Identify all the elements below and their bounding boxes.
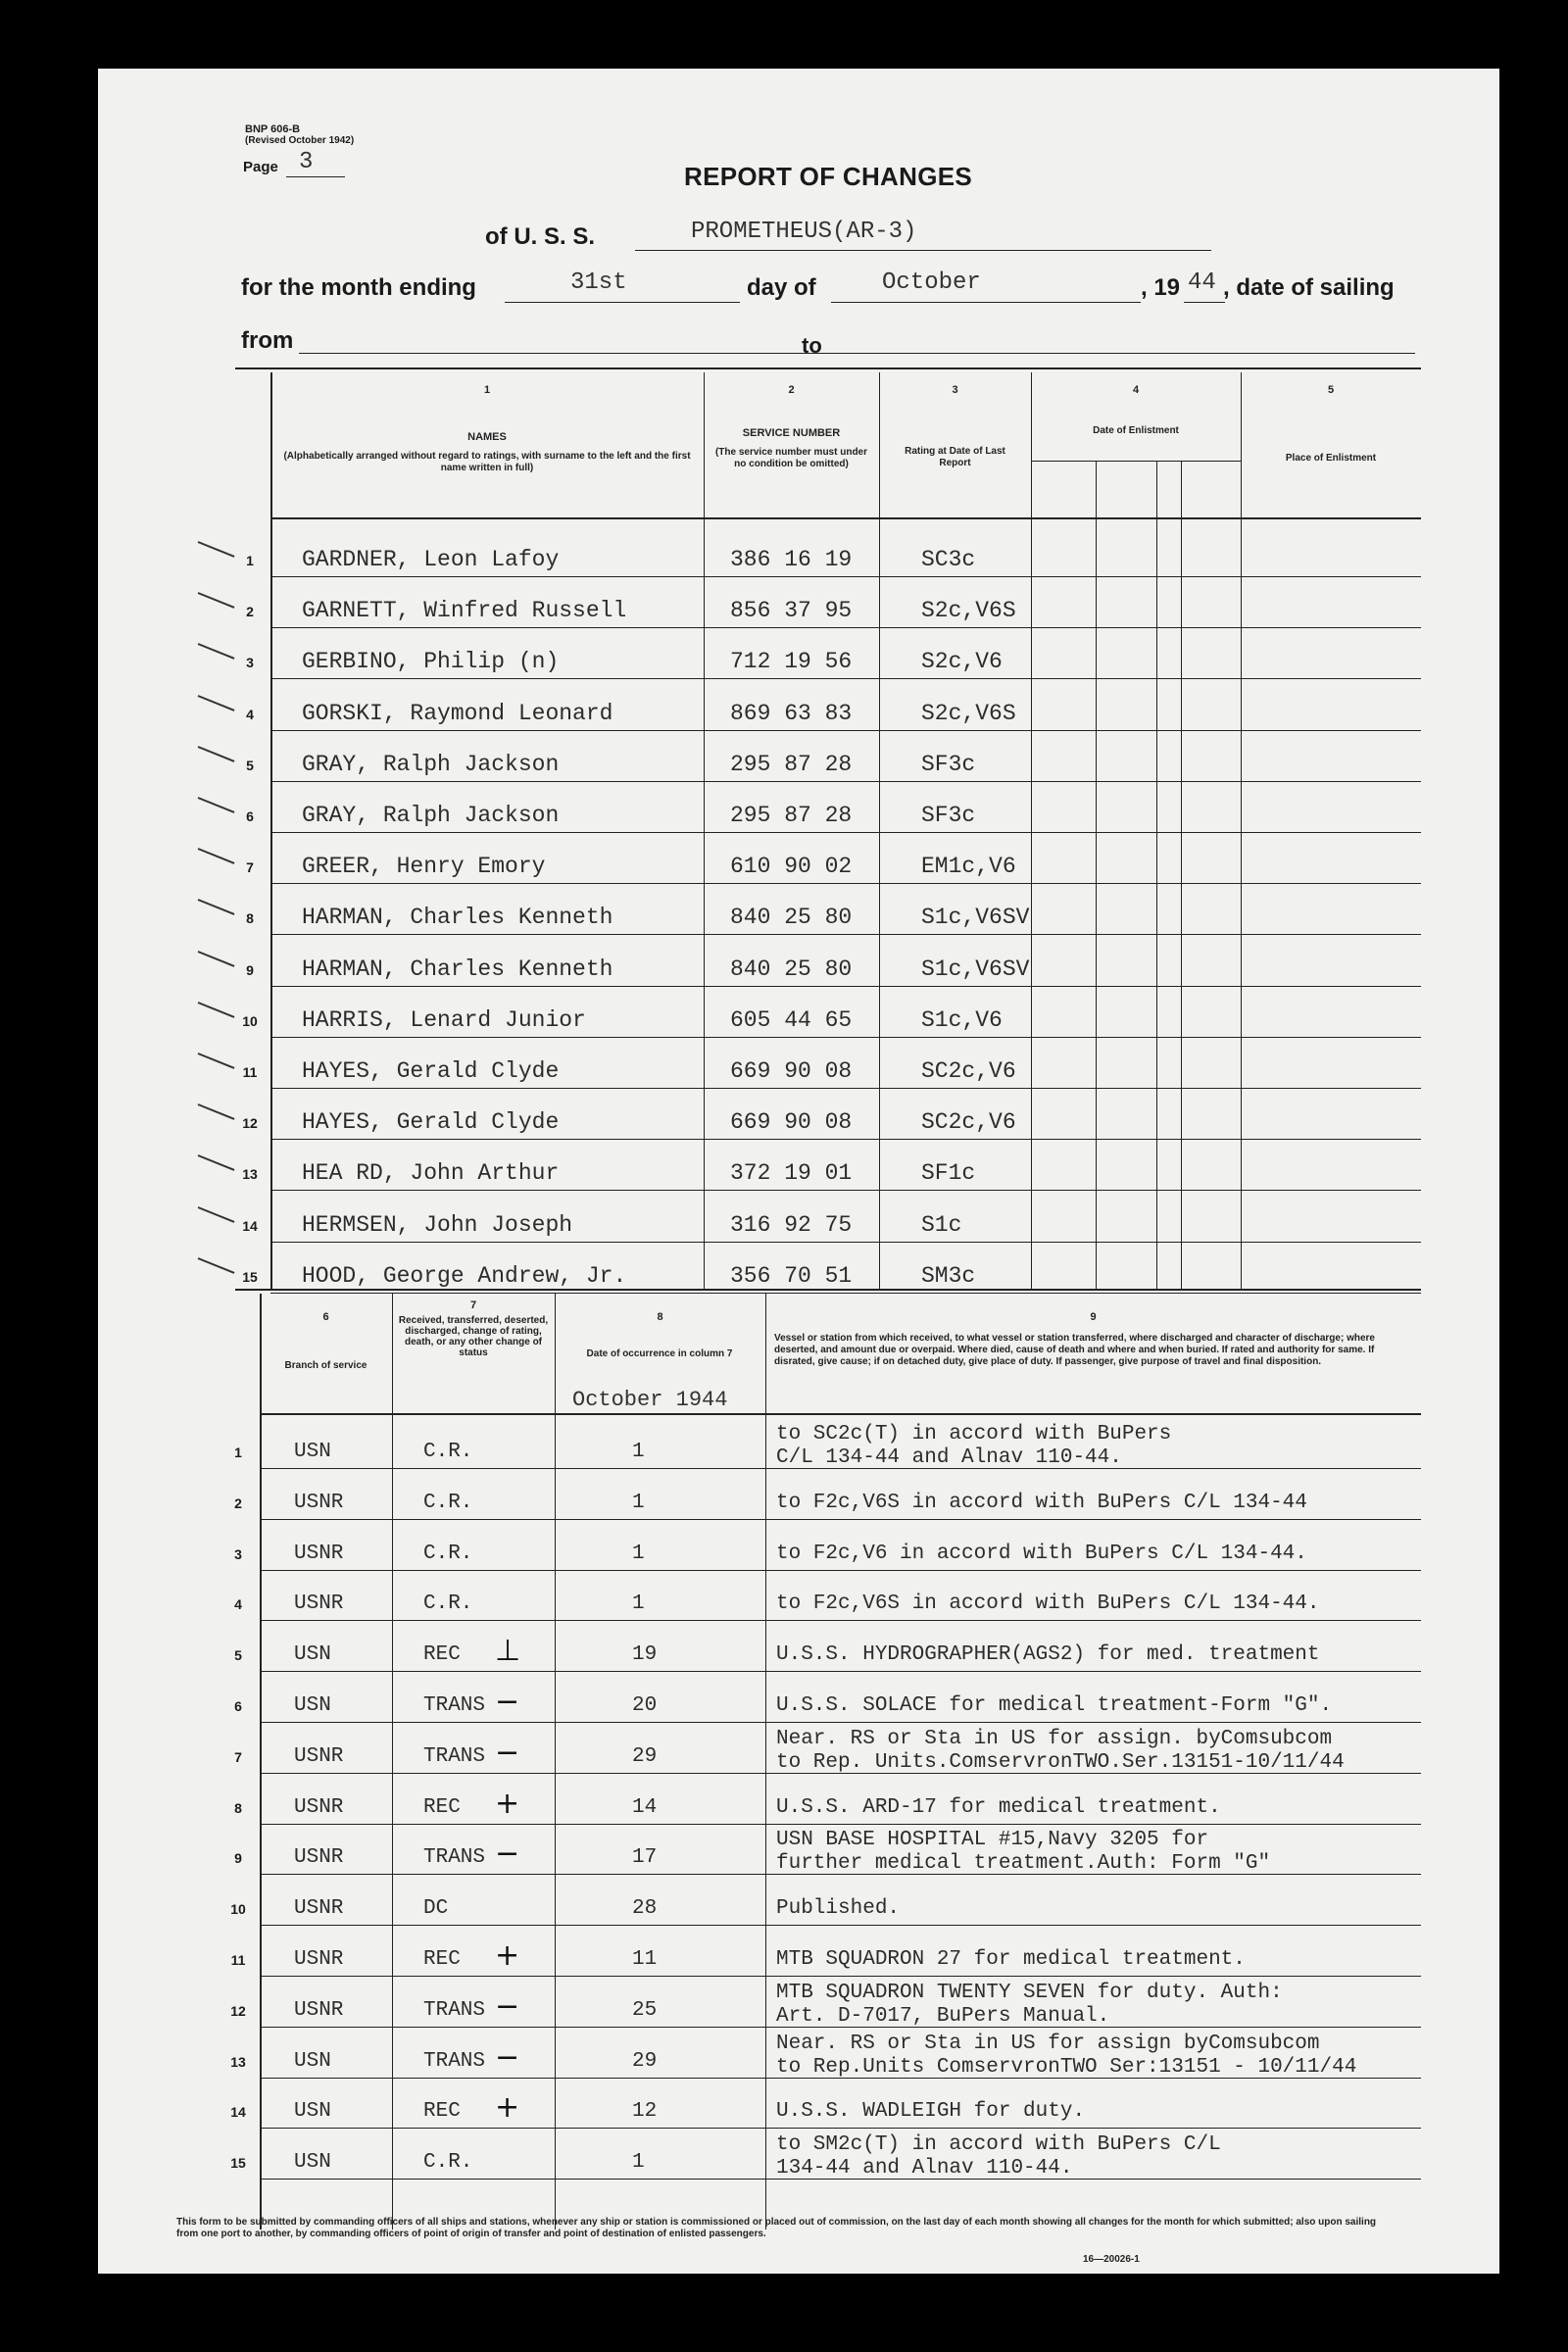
col9-num: 9 bbox=[1090, 1311, 1097, 1323]
check-mark bbox=[198, 1206, 235, 1223]
row-rule bbox=[260, 1722, 1421, 1723]
remarks-line-2: to Rep.Units ComservronTWO Ser:13151 - 10/11/44 bbox=[776, 2056, 1357, 2079]
row-number: 15 bbox=[242, 1269, 258, 1285]
col5-num: 5 bbox=[1327, 384, 1335, 396]
remarks-line-1: U.S.S. SOLACE for medical treatment-Form "G". bbox=[776, 1694, 1333, 1717]
row-number: 12 bbox=[242, 1115, 258, 1131]
rating: SC2c,V6 bbox=[921, 1058, 1016, 1084]
rating: S2c,V6 bbox=[921, 649, 1003, 674]
rating: SM3c bbox=[921, 1263, 976, 1289]
sailor-name: GRAY, Ralph Jackson bbox=[302, 803, 560, 828]
col2-num: 2 bbox=[788, 384, 795, 396]
remarks-line-1: to F2c,V6S in accord with BuPers C/L 134-44. bbox=[776, 1592, 1320, 1615]
handwritten-mark: − bbox=[495, 1989, 520, 2024]
rating: S1c,V6SV bbox=[921, 956, 1030, 982]
from-label: from bbox=[241, 327, 294, 354]
row-rule bbox=[260, 2027, 1421, 2028]
row-number: 15 bbox=[230, 2155, 246, 2171]
row-rule bbox=[260, 1773, 1421, 1774]
month-value: October bbox=[882, 270, 981, 296]
row-number: 1 bbox=[234, 1445, 242, 1460]
remarks-line-1: U.S.S. HYDROGRAPHER(AGS2) for med. treatment bbox=[776, 1643, 1320, 1666]
date-of-occurrence: 1 bbox=[632, 1592, 645, 1615]
remarks-line-1: U.S.S. ARD-17 for medical treatment. bbox=[776, 1796, 1221, 1819]
change-of-status: DC bbox=[423, 1897, 449, 1920]
sailing-label: , date of sailing bbox=[1223, 274, 1395, 301]
row-number: 2 bbox=[246, 604, 254, 619]
day-value: 31st bbox=[570, 270, 627, 296]
row-number: 10 bbox=[230, 1901, 246, 1917]
col4-title: Date of Enlistment bbox=[1093, 425, 1179, 436]
branch-of-service: USN bbox=[294, 1643, 331, 1666]
branch-of-service: USN bbox=[294, 2050, 331, 2073]
page-number: 3 bbox=[299, 149, 314, 175]
sailor-name: GREER, Henry Emory bbox=[302, 854, 546, 879]
change-of-status: TRANS bbox=[423, 1745, 486, 1768]
service-number: 669 90 08 bbox=[730, 1058, 853, 1084]
remarks-line-1: U.S.S. WADLEIGH for duty. bbox=[776, 2100, 1086, 2123]
service-number: 605 44 65 bbox=[730, 1007, 853, 1033]
col1-title: NAMES bbox=[467, 431, 507, 443]
check-mark bbox=[198, 1257, 235, 1274]
branch-of-service: USNR bbox=[294, 1492, 344, 1514]
branch-of-service: USNR bbox=[294, 1846, 344, 1869]
service-number: 386 16 19 bbox=[730, 547, 853, 572]
date-of-occurrence: 1 bbox=[632, 1492, 645, 1514]
col2-sub: (The service number must under no condition be omitted) bbox=[714, 447, 868, 469]
handwritten-mark: − bbox=[495, 1685, 520, 1719]
remarks-line-2: Art. D-7017, BuPers Manual. bbox=[776, 2005, 1110, 2028]
col3-title: Rating at Date of Last Report bbox=[905, 446, 1005, 468]
service-number: 356 70 51 bbox=[730, 1263, 853, 1289]
remarks-line-1: to SM2c(T) in accord with BuPers C/L bbox=[776, 2133, 1221, 2156]
sailor-name: HARRIS, Lenard Junior bbox=[302, 1007, 586, 1033]
row-rule bbox=[260, 1620, 1421, 1621]
row-number: 13 bbox=[230, 2054, 246, 2070]
row-number: 7 bbox=[246, 859, 254, 875]
page-label: Page bbox=[243, 159, 278, 175]
col6-num: 6 bbox=[322, 1311, 329, 1323]
service-number: 372 19 01 bbox=[730, 1160, 853, 1186]
form-code: BNP 606-B bbox=[245, 123, 301, 135]
form-revised: (Revised October 1942) bbox=[245, 135, 355, 146]
remarks-line-1: to SC2c(T) in accord with BuPers bbox=[776, 1423, 1172, 1446]
date-of-occurrence: 1 bbox=[632, 1441, 645, 1463]
change-of-status: C.R. bbox=[423, 1592, 473, 1615]
check-mark bbox=[198, 899, 235, 915]
col5-title: Place of Enlistment bbox=[1285, 453, 1377, 464]
sailor-name: HEA RD, John Arthur bbox=[302, 1160, 560, 1186]
row-rule bbox=[270, 1088, 1421, 1089]
row-rule bbox=[260, 1925, 1421, 1926]
sailor-name: GERBINO, Philip (n) bbox=[302, 649, 560, 674]
branch-of-service: USN bbox=[294, 2151, 331, 2174]
rating: SC3c bbox=[921, 547, 976, 572]
ship-name: PROMETHEUS(AR-3) bbox=[691, 219, 917, 245]
remarks-line-1: Near. RS or Sta in US for assign. byComsubcom bbox=[776, 1728, 1333, 1750]
date-of-occurrence: 1 bbox=[632, 2151, 645, 2174]
row-number: 6 bbox=[246, 808, 254, 824]
branch-of-service: USNR bbox=[294, 1745, 344, 1768]
row-rule bbox=[270, 1037, 1421, 1038]
date-of-occurrence: 25 bbox=[632, 1999, 658, 2022]
sailor-name: HAYES, Gerald Clyde bbox=[302, 1109, 560, 1135]
branch-of-service: USN bbox=[294, 2100, 331, 2123]
row-rule bbox=[270, 986, 1421, 987]
check-mark bbox=[198, 951, 235, 967]
date-of-occurrence: 1 bbox=[632, 1543, 645, 1565]
check-mark bbox=[198, 1103, 235, 1120]
rating: SC2c,V6 bbox=[921, 1109, 1016, 1135]
branch-of-service: USNR bbox=[294, 1948, 344, 1971]
sailor-name: HARMAN, Charles Kenneth bbox=[302, 956, 613, 982]
branch-of-service: USN bbox=[294, 1441, 331, 1463]
service-number: 295 87 28 bbox=[730, 803, 853, 828]
row-rule bbox=[270, 730, 1421, 731]
check-mark bbox=[198, 541, 235, 558]
report-form bbox=[98, 69, 1499, 2274]
row-number: 8 bbox=[246, 910, 254, 926]
row-rule bbox=[260, 1570, 1421, 1571]
row-rule bbox=[270, 1139, 1421, 1140]
row-rule bbox=[270, 678, 1421, 679]
row-number: 5 bbox=[234, 1647, 242, 1663]
branch-of-service: USNR bbox=[294, 1999, 344, 2022]
handwritten-mark: + bbox=[495, 1938, 520, 1973]
rating: S2c,V6S bbox=[921, 598, 1016, 623]
row-number: 11 bbox=[242, 1064, 258, 1080]
year-value: 44 bbox=[1188, 270, 1216, 296]
remarks-line-2: to Rep. Units.ComservronTWO.Ser.13151-10/11/44 bbox=[776, 1751, 1345, 1774]
footer-note: This form to be submitted by commanding officers of all ships and stations, whenever any ship or station is commissioned or placed out of commission, on the last day of each month showing all changes for the month for which submitted; also upon sailing from one port to another, by commanding officers of point of origin of transfer and point of destination of enlisted passengers. bbox=[176, 2217, 1377, 2239]
service-number: 316 92 75 bbox=[730, 1212, 853, 1238]
row-rule bbox=[260, 1824, 1421, 1825]
row-number: 6 bbox=[234, 1698, 242, 1714]
row-number: 1 bbox=[246, 553, 254, 568]
remarks-line-2: C/L 134-44 and Alnav 110-44. bbox=[776, 1446, 1122, 1469]
row-number: 8 bbox=[234, 1800, 242, 1816]
row-rule bbox=[270, 934, 1421, 935]
row-number: 13 bbox=[242, 1166, 258, 1182]
change-of-status: TRANS bbox=[423, 1846, 486, 1869]
date-of-occurrence: 19 bbox=[632, 1643, 658, 1666]
handwritten-mark: − bbox=[495, 1736, 520, 1770]
date-of-occurrence: 14 bbox=[632, 1796, 658, 1819]
change-of-status: C.R. bbox=[423, 2151, 473, 2174]
remarks-line-1: Near. RS or Sta in US for assign byComsubcom bbox=[776, 2033, 1320, 2055]
row-rule bbox=[270, 781, 1421, 782]
service-number: 840 25 80 bbox=[730, 905, 853, 930]
sailor-name: GORSKI, Raymond Leonard bbox=[302, 701, 613, 726]
row-number: 14 bbox=[230, 2104, 246, 2120]
check-mark bbox=[198, 797, 235, 813]
branch-of-service: USN bbox=[294, 1694, 331, 1717]
row-rule bbox=[260, 2128, 1421, 2129]
service-number: 869 63 83 bbox=[730, 701, 853, 726]
col6-title: Branch of service bbox=[284, 1360, 368, 1371]
rating: SF3c bbox=[921, 803, 976, 828]
change-of-status: TRANS bbox=[423, 1694, 486, 1717]
row-rule bbox=[260, 2078, 1421, 2079]
year-prefix: , 19 bbox=[1141, 274, 1181, 301]
check-mark bbox=[198, 643, 235, 660]
sailor-name: HOOD, George Andrew, Jr. bbox=[302, 1263, 627, 1289]
col7-title: Received, transferred, deserted, discharged, change of rating, death, or any other change of status bbox=[398, 1315, 549, 1358]
remarks-line-1: USN BASE HOSPITAL #15,Navy 3205 for bbox=[776, 1829, 1209, 1851]
row-number: 2 bbox=[234, 1495, 242, 1511]
change-of-status: REC bbox=[423, 1643, 461, 1666]
print-code: 16—20026-1 bbox=[1083, 2254, 1140, 2265]
col1-num: 1 bbox=[483, 384, 491, 396]
sailor-name: HERMSEN, John Joseph bbox=[302, 1212, 573, 1238]
remarks-line-2: 134-44 and Alnav 110-44. bbox=[776, 2157, 1073, 2180]
row-rule bbox=[260, 1976, 1421, 1977]
rating: S1c,V6SV bbox=[921, 905, 1030, 930]
row-number: 3 bbox=[246, 655, 254, 670]
date-of-occurrence: 20 bbox=[632, 1694, 658, 1717]
check-mark bbox=[198, 848, 235, 864]
col2-title: SERVICE NUMBER bbox=[742, 427, 841, 439]
check-mark bbox=[198, 592, 235, 609]
branch-of-service: USNR bbox=[294, 1796, 344, 1819]
row-number: 3 bbox=[234, 1546, 242, 1562]
col7-num: 7 bbox=[469, 1299, 477, 1311]
handwritten-mark: + bbox=[495, 2090, 520, 2125]
row-number: 4 bbox=[234, 1596, 242, 1612]
remarks-line-2: further medical treatment.Auth: Form "G" bbox=[776, 1852, 1271, 1875]
row-number: 12 bbox=[230, 2003, 246, 2019]
row-number: 10 bbox=[242, 1013, 258, 1029]
row-number: 9 bbox=[234, 1850, 242, 1866]
month-label: for the month ending bbox=[241, 274, 476, 301]
change-of-status: REC bbox=[423, 1948, 461, 1971]
date-of-occurrence: 12 bbox=[632, 2100, 658, 2123]
check-mark bbox=[198, 1002, 235, 1018]
service-number: 669 90 08 bbox=[730, 1109, 853, 1135]
row-rule bbox=[260, 1874, 1421, 1875]
date-of-occurrence: 11 bbox=[632, 1948, 658, 1971]
change-of-status: TRANS bbox=[423, 2050, 486, 2073]
row-number: 11 bbox=[230, 1952, 246, 1968]
sailor-name: GARNETT, Winfred Russell bbox=[302, 598, 627, 623]
row-rule bbox=[260, 1671, 1421, 1672]
col8-num: 8 bbox=[657, 1311, 663, 1323]
col3-num: 3 bbox=[952, 384, 958, 396]
row-rule bbox=[270, 627, 1421, 628]
check-mark bbox=[198, 1154, 235, 1171]
row-rule bbox=[270, 576, 1421, 577]
change-of-status: TRANS bbox=[423, 1999, 486, 2022]
row-number: 7 bbox=[234, 1749, 242, 1765]
handwritten-mark: − bbox=[495, 1837, 520, 1871]
row-number: 9 bbox=[246, 962, 254, 978]
sailor-name: GARDNER, Leon Lafoy bbox=[302, 547, 560, 572]
date-of-occurrence: 17 bbox=[632, 1846, 658, 1869]
form-title: REPORT OF CHANGES bbox=[684, 162, 973, 191]
branch-of-service: USNR bbox=[294, 1592, 344, 1615]
row-rule bbox=[270, 883, 1421, 884]
change-of-status: REC bbox=[423, 2100, 461, 2123]
col4-num: 4 bbox=[1132, 384, 1140, 396]
date-of-occurrence: 29 bbox=[632, 1745, 658, 1768]
branch-of-service: USNR bbox=[294, 1543, 344, 1565]
remarks-line-1: MTB SQUADRON TWENTY SEVEN for duty. Auth: bbox=[776, 1982, 1283, 2004]
to-label: to bbox=[802, 333, 822, 358]
row-rule bbox=[260, 1468, 1421, 1469]
row-rule bbox=[260, 1519, 1421, 1520]
remarks-line-1: Published. bbox=[776, 1897, 901, 1920]
service-number: 840 25 80 bbox=[730, 956, 853, 982]
rating: S2c,V6S bbox=[921, 701, 1016, 726]
service-number: 712 19 56 bbox=[730, 649, 853, 674]
remarks-line-1: to F2c,V6 in accord with BuPers C/L 134-44. bbox=[776, 1543, 1307, 1565]
row-rule bbox=[270, 1190, 1421, 1191]
change-of-status: REC bbox=[423, 1796, 461, 1819]
service-number: 295 87 28 bbox=[730, 752, 853, 777]
service-number: 856 37 95 bbox=[730, 598, 853, 623]
check-mark bbox=[198, 1053, 235, 1069]
branch-of-service: USNR bbox=[294, 1897, 344, 1920]
col1-sub: (Alphabetically arranged without regard to ratings, with surname to the left and the first name written in full) bbox=[283, 451, 691, 473]
rating: EM1c,V6 bbox=[921, 854, 1016, 879]
row-rule bbox=[270, 1293, 1421, 1294]
change-of-status: C.R. bbox=[423, 1492, 473, 1514]
remarks-line-1: MTB SQUADRON 27 for medical treatment. bbox=[776, 1948, 1246, 1971]
sailor-name: HAYES, Gerald Clyde bbox=[302, 1058, 560, 1084]
handwritten-mark: + bbox=[495, 1787, 520, 1821]
sailor-name: HARMAN, Charles Kenneth bbox=[302, 905, 613, 930]
handwritten-mark: − bbox=[495, 2040, 520, 2075]
day-of-label: day of bbox=[747, 274, 816, 301]
row-number: 14 bbox=[242, 1218, 258, 1234]
row-number: 4 bbox=[246, 707, 254, 722]
change-of-status: C.R. bbox=[423, 1441, 473, 1463]
check-mark bbox=[198, 695, 235, 711]
service-number: 610 90 02 bbox=[730, 854, 853, 879]
col9-title: Vessel or station from which received, to what vessel or station transferred, where discharged and character of discharge; where deserted, and amount due or overpaid. Where died, cause of death and where and when buried. If rated and authority for same. If disrated, give cause; if on detached duty, give place of duty. If passenger, give purpose of travel and final disposition. bbox=[774, 1333, 1375, 1367]
handwritten-mark: ⊥ bbox=[495, 1634, 521, 1668]
rating: SF3c bbox=[921, 752, 976, 777]
remarks-line-1: to F2c,V6S in accord with BuPers C/L 134-44 bbox=[776, 1492, 1307, 1514]
ship-label: of U. S. S. bbox=[485, 223, 596, 250]
change-of-status: C.R. bbox=[423, 1543, 473, 1565]
rating: S1c bbox=[921, 1212, 962, 1238]
col8-title: Date of occurrence in column 7 bbox=[586, 1348, 733, 1359]
rating: SF1c bbox=[921, 1160, 976, 1186]
check-mark bbox=[198, 746, 235, 762]
row-rule bbox=[270, 1242, 1421, 1243]
row-rule bbox=[270, 832, 1421, 833]
col8-month-value: October 1944 bbox=[572, 1388, 728, 1412]
date-of-occurrence: 28 bbox=[632, 1897, 658, 1920]
row-rule bbox=[260, 2179, 1421, 2180]
row-number: 5 bbox=[246, 758, 254, 773]
sailor-name: GRAY, Ralph Jackson bbox=[302, 752, 560, 777]
rating: S1c,V6 bbox=[921, 1007, 1003, 1033]
date-of-occurrence: 29 bbox=[632, 2050, 658, 2073]
